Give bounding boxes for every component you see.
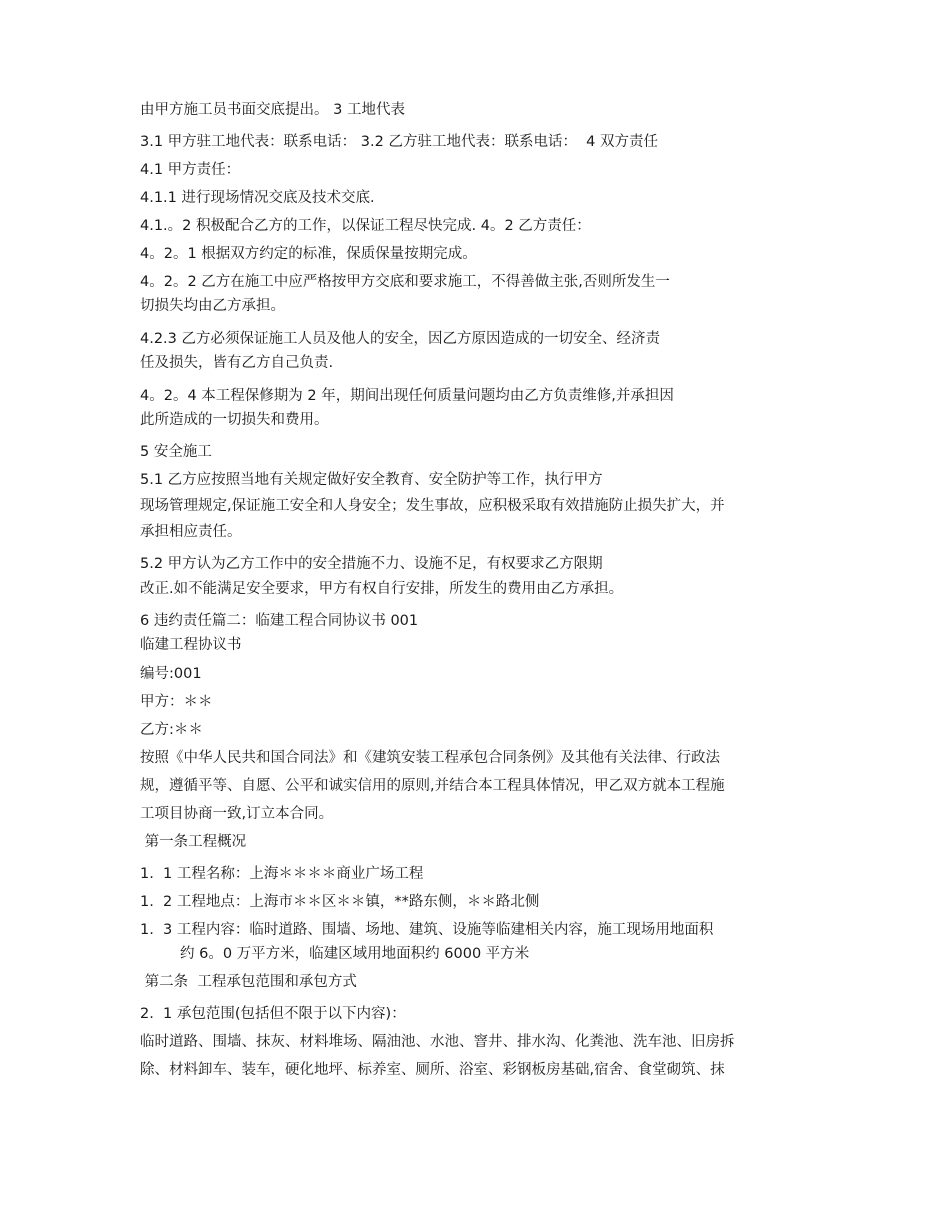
text-line: 2. 1 承包范围(包括但不限于以下内容)：	[140, 1006, 406, 1022]
text-line: 5.2 甲方认为乙方工作中的安全措施不力、设施不足，有权要求乙方限期	[140, 556, 603, 572]
text-line: 乙方:＊＊	[140, 722, 203, 738]
text-line: 承担相应责任。	[140, 524, 242, 540]
section-heading: 第一条工程概况	[140, 834, 247, 850]
text-line: 4.1.1 进行现场情况交底及技术交底.	[140, 190, 375, 206]
text-line: 此所造成的一切损失和费用。	[140, 412, 329, 428]
text-line: 4。2。4 本工程保修期为 2 年，期间出现任何质量问题均由乙方负责维修,并承担因	[140, 388, 674, 404]
text-line: 4。2。1 根据双方约定的标准，保质保量按期完成。	[140, 246, 477, 262]
text-line: 4。2。2 乙方在施工中应严格按甲方交底和要求施工，不得善做主张,否则所发生一	[140, 274, 670, 290]
text-line: 约 6。0 万平方米，临建区域用地面积约 6000 平方米	[180, 946, 530, 962]
text-line: 5.1 乙方应按照当地有关规定做好安全教育、安全防护等工作，执行甲方	[140, 472, 603, 488]
text-line: 临时道路、围墙、抹灰、材料堆场、隔油池、水池、窨井、排水沟、化粪池、洗车池、旧房拆	[140, 1034, 735, 1050]
text-line: 6 违约责任篇二：临建工程合同协议书 001	[140, 613, 419, 629]
text-line: 工项目协商一致,订立本合同。	[140, 806, 334, 822]
text-line: 甲方：＊＊	[140, 694, 213, 710]
text-line: 4.1.。2 积极配合乙方的工作，以保证工程尽快完成. 4。2 乙方责任：	[140, 218, 591, 234]
text-line: 5 安全施工	[140, 444, 212, 460]
text-line: 4.2.3 乙方必须保证施工人员及他人的安全，因乙方原因造成的一切安全、经济责	[140, 331, 661, 347]
text-line: 现场管理规定,保证施工安全和人身安全；发生事故，应积极采取有效措施防止损失扩大，并	[140, 498, 725, 514]
text-line: 规，遵循平等、自愿、公平和诚实信用的原则,并结合本工程具体情况，甲乙双方就本工程施	[140, 778, 725, 794]
text-line: 除、材料卸车、装车，硬化地坪、标养室、厕所、浴室、彩钢板房基础,宿舍、食堂砌筑、抹	[140, 1062, 725, 1078]
text-line: 1. 3 工程内容：临时道路、围墙、场地、建筑、设施等临建相关内容，施工现场用地面积	[140, 922, 714, 938]
text-line: 由甲方施工员书面交底提出。 3 工地代表	[140, 102, 405, 118]
text-line: 编号:001	[140, 666, 202, 682]
text-line: 临建工程协议书	[140, 637, 242, 653]
text-line: 3.1 甲方驻工地代表：联系电话： 3.2 乙方驻工地代表：联系电话： 4 双方责任	[140, 134, 658, 150]
text-line: 4.1 甲方责任：	[140, 162, 241, 178]
text-line: 1. 1 工程名称：上海＊＊＊＊商业广场工程	[140, 866, 424, 882]
text-line: 改正.如不能满足安全要求，甲方有权自行安排，所发生的费用由乙方承担。	[140, 581, 624, 597]
text-line: 任及损失，皆有乙方自己负责.	[140, 355, 334, 371]
text-line: 切损失均由乙方承担。	[140, 298, 285, 314]
text-line: 按照《中华人民共和国合同法》和《建筑安装工程承包合同条例》及其他有关法律、行政法	[140, 750, 720, 766]
section-heading: 第二条 工程承包范围和承包方式	[140, 974, 357, 990]
text-line: 1. 2 工程地点：上海市＊＊区＊＊镇，**路东侧，＊＊路北侧	[140, 894, 540, 910]
